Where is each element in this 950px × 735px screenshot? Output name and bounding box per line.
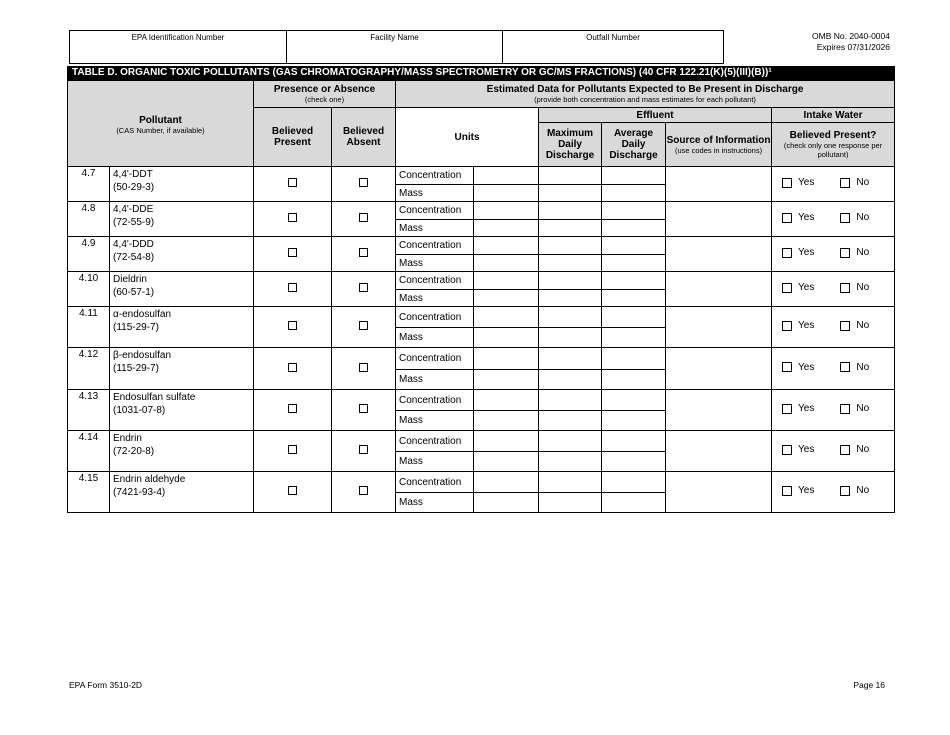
- max-daily-header: Maximum Daily Discharge: [539, 123, 602, 167]
- no-label: No: [856, 247, 870, 259]
- intake-no-option[interactable]: [840, 403, 869, 414]
- pollutant-cas: (115-29-7): [113, 322, 159, 333]
- yes-label: Yes: [798, 177, 815, 189]
- epa-id-label: EPA Identification Number: [131, 33, 225, 42]
- table-title: TABLE D. ORGANIC TOXIC POLLUTANTS (GAS CHROMATOGRAPHY/MASS SPECTROMETRY OR GC/MS FRACTIONS) (40 CFR 122.21(K)(5)(III)(B))¹: [67, 66, 895, 80]
- pollutant-cas: (7421-93-4): [113, 487, 166, 498]
- source-header-sub: (use codes in instructions): [674, 145, 763, 155]
- avg-daily-mass-input[interactable]: [602, 411, 666, 431]
- intake-no-option[interactable]: [840, 444, 869, 455]
- unit-concentration: Concentration: [396, 202, 474, 220]
- pollutant-header-label: Pollutant: [139, 114, 182, 126]
- believed-absent-checkbox[interactable]: [359, 445, 368, 454]
- believed-present-checkbox[interactable]: [288, 363, 297, 372]
- believed-absent-checkbox[interactable]: [359, 213, 368, 222]
- avg-daily-header: Average Daily Discharge: [602, 123, 666, 167]
- pollutant-name: Endosulfan sulfate: [113, 392, 196, 403]
- mass-unit-input[interactable]: [474, 328, 539, 348]
- avg-daily-mass-input[interactable]: [602, 493, 666, 513]
- intake-believed-cell: [772, 237, 895, 272]
- pollutant-name-cell: [110, 472, 254, 513]
- believed-absent-checkbox[interactable]: [359, 321, 368, 330]
- source-input[interactable]: [666, 472, 772, 513]
- concentration-unit-input[interactable]: [474, 348, 539, 370]
- presence-header-label: Presence or Absence: [273, 84, 376, 95]
- intake-believed-cell: [772, 202, 895, 237]
- pollutant-name: 4,4'-DDE: [113, 204, 154, 215]
- max-daily-mass-input[interactable]: [539, 370, 602, 390]
- avg-daily-mass-input[interactable]: [602, 185, 666, 202]
- yes-label: Yes: [798, 282, 815, 294]
- unit-mass: Mass: [396, 255, 474, 272]
- believed-present-cell: [254, 237, 332, 272]
- unit-concentration: Concentration: [396, 307, 474, 328]
- believed-present-cell: [254, 272, 332, 307]
- source-input[interactable]: [666, 390, 772, 431]
- unit-concentration: Concentration: [396, 431, 474, 452]
- unit-concentration: Concentration: [396, 472, 474, 493]
- pollutant-cas: (72-54-8): [113, 252, 155, 263]
- pollutant-header-sub: (CAS Number, if available): [116, 125, 205, 135]
- believed-present-cell: [254, 472, 332, 513]
- source-input[interactable]: [666, 202, 772, 237]
- intake-believed-cell: [772, 272, 895, 307]
- table-row: [68, 272, 895, 290]
- concentration-unit-input[interactable]: [474, 237, 539, 255]
- pollutant-cas: (60-57-1): [113, 287, 155, 298]
- intake-believed-cell: [772, 307, 895, 348]
- avg-daily-concentration-input[interactable]: [602, 167, 666, 185]
- intake-believed-cell: [772, 348, 895, 390]
- avg-daily-concentration-input[interactable]: [602, 272, 666, 290]
- mass-unit-input[interactable]: [474, 185, 539, 202]
- yes-label: Yes: [798, 320, 815, 332]
- yes-label: Yes: [798, 485, 815, 497]
- believed-present-checkbox[interactable]: [288, 178, 297, 187]
- max-daily-mass-input[interactable]: [539, 328, 602, 348]
- intake-no-checkbox[interactable]: [840, 445, 850, 455]
- estimated-header-sub: (provide both concentration and mass estimates for each pollutant): [534, 95, 756, 104]
- table-row: [68, 472, 895, 493]
- table-row: [68, 167, 895, 185]
- believed-absent-cell: [332, 237, 396, 272]
- believed-present-checkbox[interactable]: [288, 321, 297, 330]
- intake-yes-checkbox[interactable]: [782, 283, 792, 293]
- epa-id-field[interactable]: [70, 31, 286, 63]
- max-daily-concentration-input[interactable]: [539, 307, 602, 328]
- pollutant-cas: (1031-07-8): [113, 405, 166, 416]
- presence-header-sub: (check one): [304, 95, 345, 104]
- intake-no-option[interactable]: [840, 247, 869, 258]
- pollutant-header: [68, 81, 254, 167]
- avg-daily-concentration-input[interactable]: [602, 348, 666, 370]
- unit-concentration: Concentration: [396, 167, 474, 185]
- intake-believed-cell: [772, 167, 895, 202]
- pollutant-name: Endrin aldehyde: [113, 474, 186, 485]
- pollutant-name: 4,4'-DDD: [113, 239, 154, 250]
- believed-absent-cell: [332, 167, 396, 202]
- avg-daily-concentration-input[interactable]: [602, 390, 666, 411]
- intake-yes-checkbox[interactable]: [782, 404, 792, 414]
- effluent-header: Effluent: [539, 108, 772, 123]
- facility-name-label: Facility Name: [370, 33, 419, 42]
- believed-absent-cell: [332, 472, 396, 513]
- concentration-unit-input[interactable]: [474, 431, 539, 452]
- mass-unit-input[interactable]: [474, 220, 539, 237]
- max-daily-concentration-input[interactable]: [539, 348, 602, 370]
- unit-concentration: Concentration: [396, 390, 474, 411]
- believed-present-checkbox[interactable]: [288, 248, 297, 257]
- believed-absent-checkbox[interactable]: [359, 404, 368, 413]
- pollutant-name-cell: [110, 272, 254, 307]
- intake-header: Intake Water: [772, 108, 895, 123]
- max-daily-concentration-input[interactable]: [539, 472, 602, 493]
- intake-yes-checkbox[interactable]: [782, 178, 792, 188]
- concentration-unit-input[interactable]: [474, 167, 539, 185]
- intake-yes-checkbox[interactable]: [782, 213, 792, 223]
- intake-yes-checkbox[interactable]: [782, 362, 792, 372]
- pollutant-number: 4.11: [68, 307, 110, 348]
- intake-believed-cell: [772, 390, 895, 431]
- believed-absent-cell: [332, 348, 396, 390]
- source-input[interactable]: [666, 307, 772, 348]
- avg-daily-concentration-input[interactable]: [602, 202, 666, 220]
- table-row: [68, 307, 895, 328]
- intake-yes-option[interactable]: [782, 177, 814, 188]
- pollutant-name-cell: [110, 390, 254, 431]
- max-daily-concentration-input[interactable]: [539, 167, 602, 185]
- concentration-unit-input[interactable]: [474, 202, 539, 220]
- mass-unit-input[interactable]: [474, 255, 539, 272]
- max-daily-mass-input[interactable]: [539, 185, 602, 202]
- unit-mass: Mass: [396, 220, 474, 237]
- presence-header: [254, 81, 396, 108]
- believed-q-sub: (check only one response per pollutant): [783, 141, 883, 159]
- mass-unit-input[interactable]: [474, 290, 539, 307]
- mass-unit-input[interactable]: [474, 411, 539, 431]
- no-label: No: [856, 282, 870, 294]
- pollutant-number: 4.14: [68, 431, 110, 472]
- intake-no-checkbox[interactable]: [840, 248, 850, 258]
- table-row: [68, 390, 895, 411]
- max-daily-concentration-input[interactable]: [539, 202, 602, 220]
- max-daily-mass-input[interactable]: [539, 493, 602, 513]
- pollutant-number: 4.8: [68, 202, 110, 237]
- source-input[interactable]: [666, 348, 772, 390]
- no-label: No: [856, 212, 870, 224]
- intake-yes-option[interactable]: [782, 485, 814, 496]
- believed-present-cell: [254, 307, 332, 348]
- believed-absent-checkbox[interactable]: [359, 283, 368, 292]
- avg-daily-mass-input[interactable]: [602, 328, 666, 348]
- believed-present-cell: [254, 431, 332, 472]
- max-daily-mass-input[interactable]: [539, 220, 602, 237]
- intake-no-checkbox[interactable]: [840, 404, 850, 414]
- omb-expires: Expires 07/31/2026: [816, 42, 890, 52]
- pollutant-cas: (72-55-9): [113, 217, 155, 228]
- pollutant-number: 4.9: [68, 237, 110, 272]
- yes-label: Yes: [798, 403, 815, 415]
- max-daily-mass-input[interactable]: [539, 452, 602, 472]
- source-input[interactable]: [666, 237, 772, 272]
- pollutant-name: α-endosulfan: [113, 309, 172, 320]
- pollutant-name-cell: [110, 167, 254, 202]
- believed-absent-cell: [332, 431, 396, 472]
- intake-yes-checkbox[interactable]: [782, 321, 792, 331]
- unit-concentration: Concentration: [396, 237, 474, 255]
- unit-mass: Mass: [396, 185, 474, 202]
- max-daily-mass-input[interactable]: [539, 411, 602, 431]
- pollutant-number: 4.10: [68, 272, 110, 307]
- no-label: No: [856, 403, 870, 415]
- intake-no-option[interactable]: [840, 212, 869, 223]
- intake-believed-cell: [772, 472, 895, 513]
- table-row: [68, 431, 895, 452]
- table-row: [68, 202, 895, 220]
- estimated-header-label: Estimated Data for Pollutants Expected to Be Present in Discharge: [486, 84, 804, 95]
- pollutant-number: 4.12: [68, 348, 110, 390]
- no-label: No: [856, 485, 870, 497]
- intake-yes-option[interactable]: [782, 282, 814, 293]
- no-label: No: [856, 361, 870, 373]
- avg-daily-mass-input[interactable]: [602, 290, 666, 307]
- pollutant-cas: (115-29-7): [113, 363, 159, 374]
- believed-present-header: Believed Present: [254, 108, 332, 167]
- believed-absent-cell: [332, 307, 396, 348]
- source-input[interactable]: [666, 431, 772, 472]
- intake-yes-checkbox[interactable]: [782, 445, 792, 455]
- unit-concentration: Concentration: [396, 272, 474, 290]
- believed-absent-header: Believed Absent: [332, 108, 396, 167]
- pollutant-number: 4.13: [68, 390, 110, 431]
- no-label: No: [856, 320, 870, 332]
- pollutant-number: 4.15: [68, 472, 110, 513]
- believed-present-cell: [254, 390, 332, 431]
- source-header: [666, 123, 772, 167]
- no-label: No: [856, 177, 870, 189]
- intake-no-checkbox[interactable]: [840, 213, 850, 223]
- pollutant-table: [67, 80, 895, 513]
- identification-box: [69, 30, 724, 64]
- concentration-unit-input[interactable]: [474, 307, 539, 328]
- pollutant-number: 4.7: [68, 167, 110, 202]
- believed-absent-cell: [332, 390, 396, 431]
- outfall-number-label: Outfall Number: [586, 33, 640, 42]
- believed-absent-checkbox[interactable]: [359, 486, 368, 495]
- believed-absent-checkbox[interactable]: [359, 178, 368, 187]
- avg-daily-concentration-input[interactable]: [602, 431, 666, 452]
- table-row: [68, 237, 895, 255]
- unit-mass: Mass: [396, 411, 474, 431]
- max-daily-mass-input[interactable]: [539, 255, 602, 272]
- believed-present-cell: [254, 348, 332, 390]
- estimated-header: [396, 81, 895, 108]
- omb-info: [812, 31, 890, 53]
- intake-yes-option[interactable]: [782, 362, 814, 373]
- believed-absent-cell: [332, 202, 396, 237]
- no-label: No: [856, 444, 870, 456]
- intake-no-checkbox[interactable]: [840, 321, 850, 331]
- page-number: Page 16: [853, 680, 885, 690]
- pollutant-name-cell: [110, 237, 254, 272]
- max-daily-concentration-input[interactable]: [539, 272, 602, 290]
- intake-yes-option[interactable]: [782, 403, 814, 414]
- unit-concentration: Concentration: [396, 348, 474, 370]
- omb-number: OMB No. 2040-0004: [812, 31, 890, 41]
- pollutant-name-cell: [110, 307, 254, 348]
- pollutant-name-cell: [110, 431, 254, 472]
- avg-daily-concentration-input[interactable]: [602, 472, 666, 493]
- table-row: [68, 348, 895, 370]
- unit-mass: Mass: [396, 452, 474, 472]
- concentration-unit-input[interactable]: [474, 390, 539, 411]
- believed-present-checkbox[interactable]: [288, 404, 297, 413]
- mass-unit-input[interactable]: [474, 493, 539, 513]
- concentration-unit-input[interactable]: [474, 472, 539, 493]
- pollutant-name: β-endosulfan: [113, 350, 172, 361]
- concentration-unit-input[interactable]: [474, 272, 539, 290]
- believed-absent-checkbox[interactable]: [359, 363, 368, 372]
- intake-no-option[interactable]: [840, 485, 869, 496]
- believed-q-header: [772, 123, 895, 167]
- intake-no-option[interactable]: [840, 177, 869, 188]
- yes-label: Yes: [798, 444, 815, 456]
- avg-daily-mass-input[interactable]: [602, 220, 666, 237]
- facility-name-field[interactable]: [286, 31, 502, 63]
- yes-label: Yes: [798, 247, 815, 259]
- intake-yes-option[interactable]: [782, 320, 814, 331]
- mass-unit-input[interactable]: [474, 370, 539, 390]
- believed-present-cell: [254, 202, 332, 237]
- believed-present-checkbox[interactable]: [288, 486, 297, 495]
- intake-no-option[interactable]: [840, 320, 869, 331]
- max-daily-mass-input[interactable]: [539, 290, 602, 307]
- max-daily-concentration-input[interactable]: [539, 237, 602, 255]
- believed-present-checkbox[interactable]: [288, 213, 297, 222]
- source-input[interactable]: [666, 272, 772, 307]
- avg-daily-mass-input[interactable]: [602, 255, 666, 272]
- max-daily-concentration-input[interactable]: [539, 431, 602, 452]
- believed-present-checkbox[interactable]: [288, 445, 297, 454]
- intake-no-checkbox[interactable]: [840, 486, 850, 496]
- believed-q-label: Believed Present?: [789, 130, 877, 141]
- pollutant-name: Endrin: [113, 433, 142, 444]
- intake-yes-option[interactable]: [782, 247, 814, 258]
- intake-no-checkbox[interactable]: [840, 283, 850, 293]
- intake-no-checkbox[interactable]: [840, 178, 850, 188]
- pollutant-cas: (72-20-8): [113, 446, 155, 457]
- form-number: EPA Form 3510-2D: [69, 680, 143, 690]
- intake-yes-checkbox[interactable]: [782, 248, 792, 258]
- unit-mass: Mass: [396, 290, 474, 307]
- intake-no-option[interactable]: [840, 362, 869, 373]
- avg-daily-concentration-input[interactable]: [602, 307, 666, 328]
- believed-present-checkbox[interactable]: [288, 283, 297, 292]
- source-input[interactable]: [666, 167, 772, 202]
- intake-yes-option[interactable]: [782, 212, 814, 223]
- pollutant-name: Dieldrin: [113, 274, 147, 285]
- avg-daily-mass-input[interactable]: [602, 452, 666, 472]
- avg-daily-mass-input[interactable]: [602, 370, 666, 390]
- pollutant-name: 4,4'-DDT: [113, 169, 153, 180]
- believed-absent-checkbox[interactable]: [359, 248, 368, 257]
- units-header: Units: [396, 108, 539, 167]
- yes-label: Yes: [798, 212, 815, 224]
- outfall-number-field[interactable]: [502, 31, 723, 63]
- unit-mass: Mass: [396, 370, 474, 390]
- intake-yes-option[interactable]: [782, 444, 814, 455]
- intake-no-option[interactable]: [840, 282, 869, 293]
- believed-absent-cell: [332, 272, 396, 307]
- pollutant-name-cell: [110, 348, 254, 390]
- intake-yes-checkbox[interactable]: [782, 486, 792, 496]
- unit-mass: Mass: [396, 328, 474, 348]
- pollutant-cas: (50-29-3): [113, 182, 155, 193]
- avg-daily-concentration-input[interactable]: [602, 237, 666, 255]
- believed-present-cell: [254, 167, 332, 202]
- max-daily-concentration-input[interactable]: [539, 390, 602, 411]
- source-header-label: Source of Information: [666, 134, 771, 146]
- intake-believed-cell: [772, 431, 895, 472]
- unit-mass: Mass: [396, 493, 474, 513]
- yes-label: Yes: [798, 361, 815, 373]
- intake-no-checkbox[interactable]: [840, 362, 850, 372]
- pollutant-name-cell: [110, 202, 254, 237]
- mass-unit-input[interactable]: [474, 452, 539, 472]
